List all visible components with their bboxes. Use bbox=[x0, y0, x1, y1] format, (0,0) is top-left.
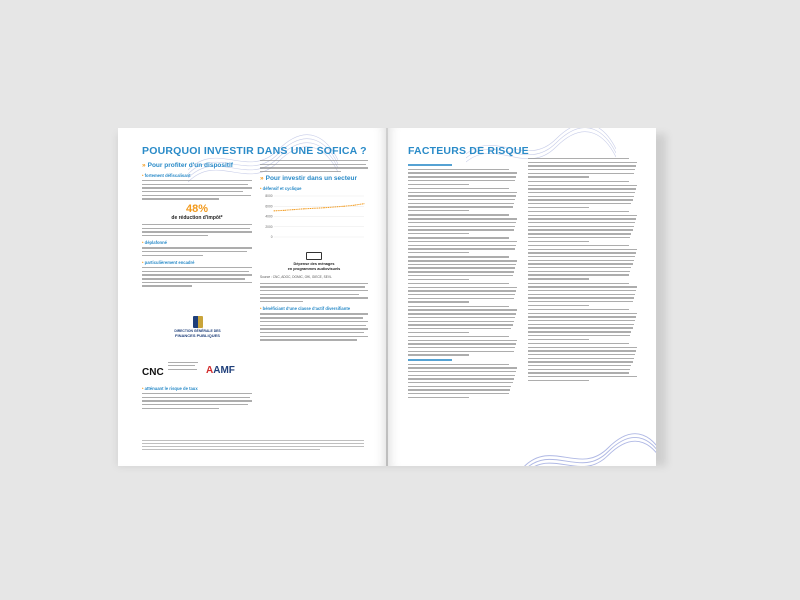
bullet-icon: • bbox=[142, 173, 145, 178]
paragraph bbox=[528, 181, 638, 208]
paragraph bbox=[408, 237, 518, 253]
data-point bbox=[274, 211, 275, 212]
logo-amf: AAMF bbox=[206, 365, 235, 376]
bullet-icon: • bbox=[142, 386, 145, 391]
subheading: • atténuant le risque de taux bbox=[142, 386, 198, 391]
column-secteur bbox=[260, 160, 368, 344]
chart-caption: Dépense des ménages bbox=[293, 262, 335, 267]
left-page bbox=[118, 128, 386, 466]
paragraph bbox=[260, 160, 368, 172]
chart-source: Source : CNC, ADOC, DGMIC, GfK, GIECE, SEVL bbox=[260, 274, 332, 279]
paragraph bbox=[408, 306, 518, 333]
paragraph bbox=[408, 256, 518, 280]
data-point bbox=[284, 210, 285, 211]
bullet-icon: • bbox=[142, 260, 145, 266]
tax-reduction-caption: de réduction d'impôt* bbox=[171, 214, 223, 221]
footnote bbox=[142, 440, 364, 452]
paragraph bbox=[408, 359, 518, 361]
data-point bbox=[344, 206, 345, 207]
paragraph bbox=[408, 364, 518, 399]
column-taux bbox=[142, 382, 252, 412]
paragraph bbox=[408, 169, 518, 185]
household-spending-chart bbox=[260, 193, 368, 245]
paragraph bbox=[142, 224, 252, 236]
tv-icon bbox=[306, 252, 322, 260]
y-tick-label: 4000 bbox=[265, 215, 273, 220]
paragraph bbox=[528, 283, 638, 307]
risk-column-2 bbox=[528, 158, 638, 384]
y-tick-label: 0 bbox=[270, 235, 273, 240]
section-heading: » Pour profiter d'un dispositif bbox=[142, 162, 233, 169]
subheading: • particulièrement encadré bbox=[142, 260, 195, 266]
arrow-icon: » bbox=[142, 162, 146, 169]
paragraph bbox=[528, 158, 638, 178]
paragraph bbox=[528, 245, 638, 280]
column-dispositif bbox=[142, 160, 252, 290]
paragraph bbox=[408, 283, 518, 303]
right-page bbox=[388, 128, 656, 466]
paragraph bbox=[142, 180, 252, 200]
series-line bbox=[274, 204, 364, 211]
section-heading: » Pour investir dans un secteur bbox=[260, 175, 358, 183]
subheading: • bénéficiant d'une classe d'actif diversifiante bbox=[260, 306, 351, 312]
data-point bbox=[304, 209, 305, 210]
data-point bbox=[294, 210, 295, 211]
arrow-icon: » bbox=[260, 175, 264, 183]
cnc-tagline bbox=[168, 362, 198, 372]
paragraph bbox=[260, 283, 368, 303]
tax-reduction-value: 48% bbox=[185, 202, 209, 215]
paragraph bbox=[408, 164, 518, 166]
data-point bbox=[364, 204, 365, 205]
paragraph bbox=[528, 343, 638, 381]
paragraph bbox=[528, 309, 638, 340]
y-tick-label: 8000 bbox=[265, 194, 273, 199]
fp-emblem-icon bbox=[193, 316, 203, 328]
data-point bbox=[354, 205, 355, 206]
paragraph bbox=[408, 336, 518, 356]
paragraph bbox=[260, 313, 368, 340]
logo-finances-publiques: DIRECTION GÉNÉRALE DES FINANCES PUBLIQUES bbox=[170, 316, 225, 338]
chart-caption: en programmes audiovisuels bbox=[287, 267, 341, 272]
data-point bbox=[324, 208, 325, 209]
logo-cnc: CNC bbox=[142, 367, 164, 378]
subheading: • déplafonné bbox=[142, 240, 167, 246]
page-title: FACTEURS DE RISQUE bbox=[408, 145, 529, 157]
data-point bbox=[334, 207, 335, 208]
paragraph bbox=[408, 214, 518, 234]
paragraph bbox=[142, 393, 252, 409]
y-tick-label: 2000 bbox=[265, 225, 273, 230]
paragraph bbox=[142, 247, 252, 256]
subheading: • fortement défiscalisant bbox=[142, 173, 191, 178]
bullet-icon: • bbox=[142, 240, 145, 246]
data-point bbox=[314, 208, 315, 209]
paragraph bbox=[142, 267, 252, 287]
paragraph bbox=[408, 188, 518, 212]
subheading: • défensif et cyclique bbox=[260, 186, 302, 192]
paragraph bbox=[528, 211, 638, 242]
decorative-wave bbox=[524, 418, 656, 466]
y-tick-label: 6000 bbox=[265, 204, 273, 209]
bullet-icon: • bbox=[260, 186, 263, 192]
risk-column-1 bbox=[408, 164, 518, 401]
page-title: POURQUOI INVESTIR DANS UNE SOFICA ? bbox=[142, 145, 367, 157]
bullet-icon: • bbox=[260, 306, 263, 312]
